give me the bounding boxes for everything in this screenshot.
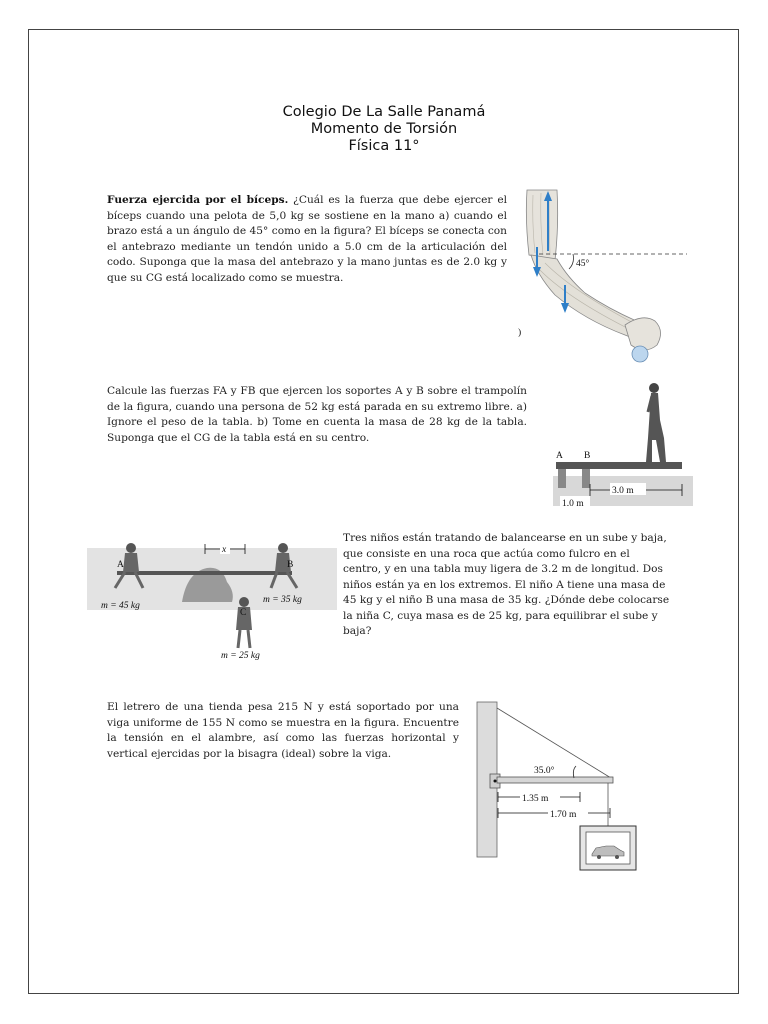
problem-1-text: ¿Cuál es la fuerza que debe ejercer el bíceps cuando una pelota de 5,0 kg se sostiene en la mano a) cuando el brazo está a un ángulo de 45° como en la figura? El bíceps se conecta con el antebrazo mediante un tendón unido a 5.0 cm de la articulación del codo. Suponga que la masa del antebrazo y la mano juntas es de 2.0 kg y que su CG está localizado como se muestra. (107, 194, 507, 284)
problem-4 (107, 700, 459, 762)
school-name: Colegio De La Salle Panamá (282, 104, 486, 120)
problem-2-text: Calcule las fuerzas FA y FB que ejercen los soportes A y B sobre el trampolín de la figura, cuando una persona de 52 kg está parada en su extremo libre. a) Ignore el peso de la tabla. b) Tome en cuenta la masa de 28 kg de la tabla. Suponga que el CG de la tabla está en su centro. (107, 385, 527, 444)
diving-board-figure (548, 378, 698, 513)
angle-35-label: 35.0° (534, 766, 555, 776)
x-label: x (222, 545, 227, 555)
mass-b-label: m = 35 kg (263, 595, 302, 605)
child-c-label: C (240, 608, 247, 618)
biceps-arm-figure (515, 185, 695, 365)
dist-ab-label: 1.0 m (562, 499, 584, 509)
dist-2-label: 1.70 m (550, 810, 577, 820)
problem-3 (343, 531, 671, 640)
course-name: Física 11° (348, 138, 420, 154)
problem-4-text: El letrero de una tienda pesa 215 N y está soportado por una viga uniforme de 155 N como se muestra en la figura. Encuentre la tensión en el alambre, así como las fuerzas horizontal y vertical ejercidas por la bisagra (ideal) sobre la viga. (107, 701, 459, 760)
dist-b-end-label: 3.0 m (612, 486, 634, 496)
problem-2 (107, 384, 527, 446)
child-a-label: A (117, 560, 124, 570)
child-b-label: B (287, 560, 294, 570)
mass-c-label: m = 25 kg (221, 651, 260, 661)
problem-3-text: Tres niños están tratando de balancearse en un sube y baja, que consiste en una roca que actúa como fulcro en el centro, y en una tabla muy ligera de 3.2 m de longitud. Dos niños están ya en los extremos. El niño A tiene una masa de 45 kg y el niño B una masa de 35 kg. ¿Dónde debe colocarse la niña C, cuya masa es de 25 kg, para equilibrar el sube y baja? (343, 532, 670, 637)
figure-side-mark: ) (518, 328, 522, 338)
angle-45-label: 45° (576, 259, 590, 269)
topic-title: Momento de Torsión (310, 121, 458, 137)
support-b-label: B (584, 451, 591, 461)
problem-1-title: Fuerza ejercida por el bíceps. (107, 194, 289, 206)
dist-1-label: 1.35 m (522, 794, 549, 804)
seesaw-figure (87, 532, 337, 664)
document-header (0, 104, 768, 155)
problem-1 (107, 193, 507, 286)
support-a-label: A (556, 451, 563, 461)
store-sign-figure (474, 700, 649, 875)
mass-a-label: m = 45 kg (101, 601, 140, 611)
